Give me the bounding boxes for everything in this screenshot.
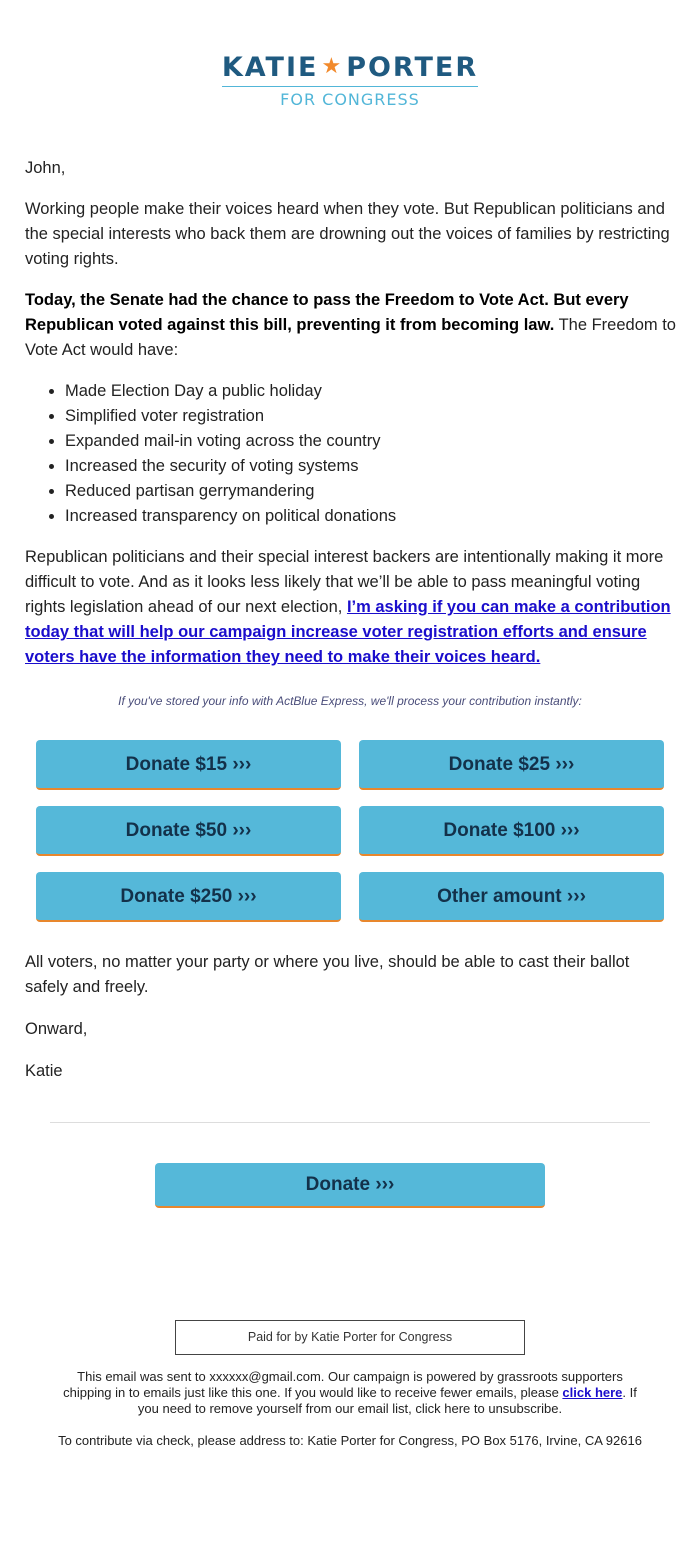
donate-250-button[interactable]: Donate $250 ›››: [36, 872, 341, 922]
list-item: • Increased the security of voting systems: [65, 454, 677, 479]
paragraph-ask: [25, 545, 677, 670]
closing-paragraph: All voters, no matter your party or where you live, should be able to cast their ballot safely and freely.: [25, 953, 630, 996]
senate-bold-text: Today, the Senate had the chance to pass the Freedom to Vote Act. But every Republican voted against this bill, preventing it from becoming law.: [25, 291, 629, 334]
salutation: John,: [25, 159, 66, 177]
campaign-logo: [0, 52, 700, 110]
logo-first-name: KATIE: [221, 52, 319, 83]
list-item: • Simplified voter registration: [65, 404, 677, 429]
donate-button[interactable]: Donate ›››: [155, 1163, 545, 1208]
paragraph-senate: [25, 288, 677, 363]
star-icon: ★: [321, 54, 344, 79]
footer-unsubscribe-text[interactable]: . If you need to remove yourself from our email list, click here to unsubscribe.: [137, 1385, 637, 1416]
donate-25-button[interactable]: Donate $25 ›››: [359, 740, 664, 790]
donate-50-button[interactable]: Donate $50 ›››: [36, 806, 341, 856]
email-body: [25, 156, 677, 686]
footer-email-notice: [55, 1369, 645, 1417]
footer-sent-text: This email was sent to xxxxxx@gmail.com. Our campaign is powered by grassroots supporters chipping in to emails just like this one. If you would like to receive fewer emails, please: [63, 1369, 623, 1400]
logo-last-name: PORTER: [346, 52, 479, 83]
paragraph-intro: Working people make their voices heard when they vote. But Republican politicians and the special interests who back them are drowning out the voices of families by restricting voting rights.: [25, 200, 670, 268]
footer-check-address: To contribute via check, please address to: Katie Porter for Congress, PO Box 5176, Irvine, CA 92616: [58, 1433, 642, 1448]
donate-100-button[interactable]: Donate $100 ›››: [359, 806, 664, 856]
list-item: • Made Election Day a public holiday: [65, 379, 677, 404]
fewer-emails-link[interactable]: click here: [562, 1385, 623, 1400]
divider: [50, 1122, 650, 1123]
logo-subtitle: FOR CONGRESS: [280, 90, 420, 109]
donate-15-button[interactable]: Donate $15 ›››: [36, 740, 341, 790]
actblue-note: If you've stored your info with ActBlue Express, we'll process your contribution instantly:: [118, 694, 582, 708]
closing-section: [25, 950, 677, 1101]
bill-provisions-list: [25, 379, 677, 529]
list-item: • Reduced partisan gerrymandering: [65, 479, 677, 504]
list-item: • Increased transparency on political donations: [65, 504, 677, 529]
footer: [55, 1369, 645, 1465]
ask-text: Republican politicians and their special interest backers are intentionally making it more difficult to vote. And as it looks less likely that we’ll be able to pass meaningful voting rights legislation ahead of our next election,: [25, 548, 664, 616]
paid-for-disclaimer: Paid for by Katie Porter for Congress: [175, 1320, 525, 1355]
list-item: • Expanded mail-in voting across the country: [65, 429, 677, 454]
senate-rest-text: The Freedom to Vote Act would have:: [25, 316, 676, 359]
signoff: Onward,: [25, 1020, 88, 1038]
logo-wordmark: [222, 52, 478, 87]
donate-other-amount-button[interactable]: Other amount ›››: [359, 872, 664, 922]
contribution-ask-link[interactable]: I’m asking if you can make a contribution today that will help our campaign increase voter registration efforts and ensure voters have the information they need to make their voices heard.: [25, 598, 671, 666]
signature: Katie: [25, 1062, 63, 1080]
